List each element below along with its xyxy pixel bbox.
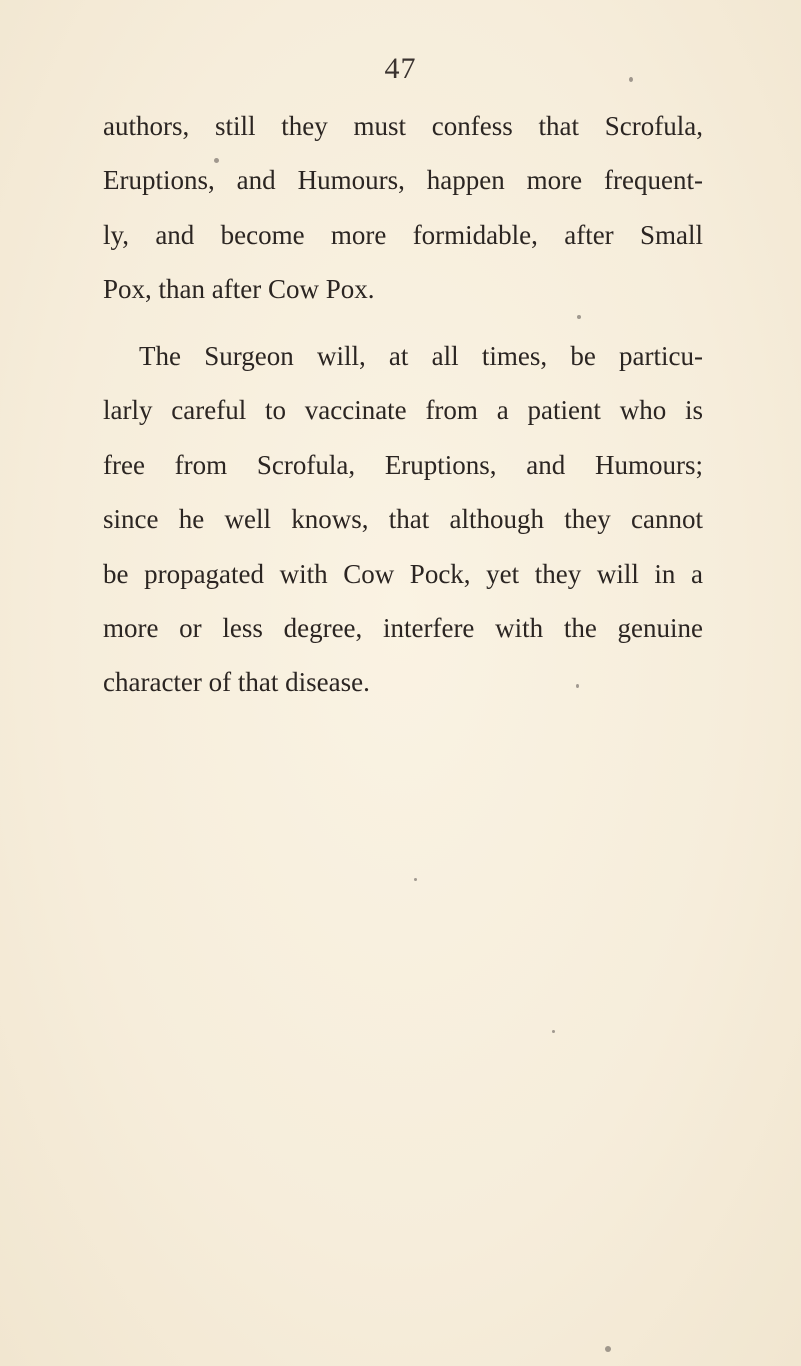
text-line: more or less degree, interfere with the genuine — [103, 613, 703, 644]
text-line: Eruptions, and Humours, happen more frequent- — [103, 165, 703, 196]
paper-speck — [576, 684, 579, 688]
text-line: The Surgeon will, at all times, be particu- — [139, 341, 703, 371]
text-line: authors, still they must confess that Scrofula, — [103, 111, 703, 141]
text-line: Pox, than after Cow Pox. — [103, 274, 375, 305]
text-line: be propagated with Cow Pock, yet they will in a — [103, 558, 703, 589]
paper-speck — [552, 1030, 555, 1033]
paper-speck — [605, 1346, 611, 1352]
paragraph-2 — [103, 329, 703, 710]
paper-speck — [577, 315, 581, 319]
text-line: character of that disease. — [103, 667, 370, 698]
text-line: free from Scrofula, Eruptions, and Humours; — [103, 449, 703, 480]
page-number: 47 — [384, 52, 417, 85]
paper-speck — [414, 878, 417, 881]
text-line: larly careful to vaccinate from a patient who is — [103, 395, 703, 426]
text-line: ly, and become more formidable, after Small — [103, 219, 703, 250]
paper-speck — [629, 77, 633, 82]
text-line: since he well knows, that although they cannot — [103, 504, 703, 535]
paper-speck — [214, 158, 219, 163]
paragraph-1 — [103, 99, 703, 317]
